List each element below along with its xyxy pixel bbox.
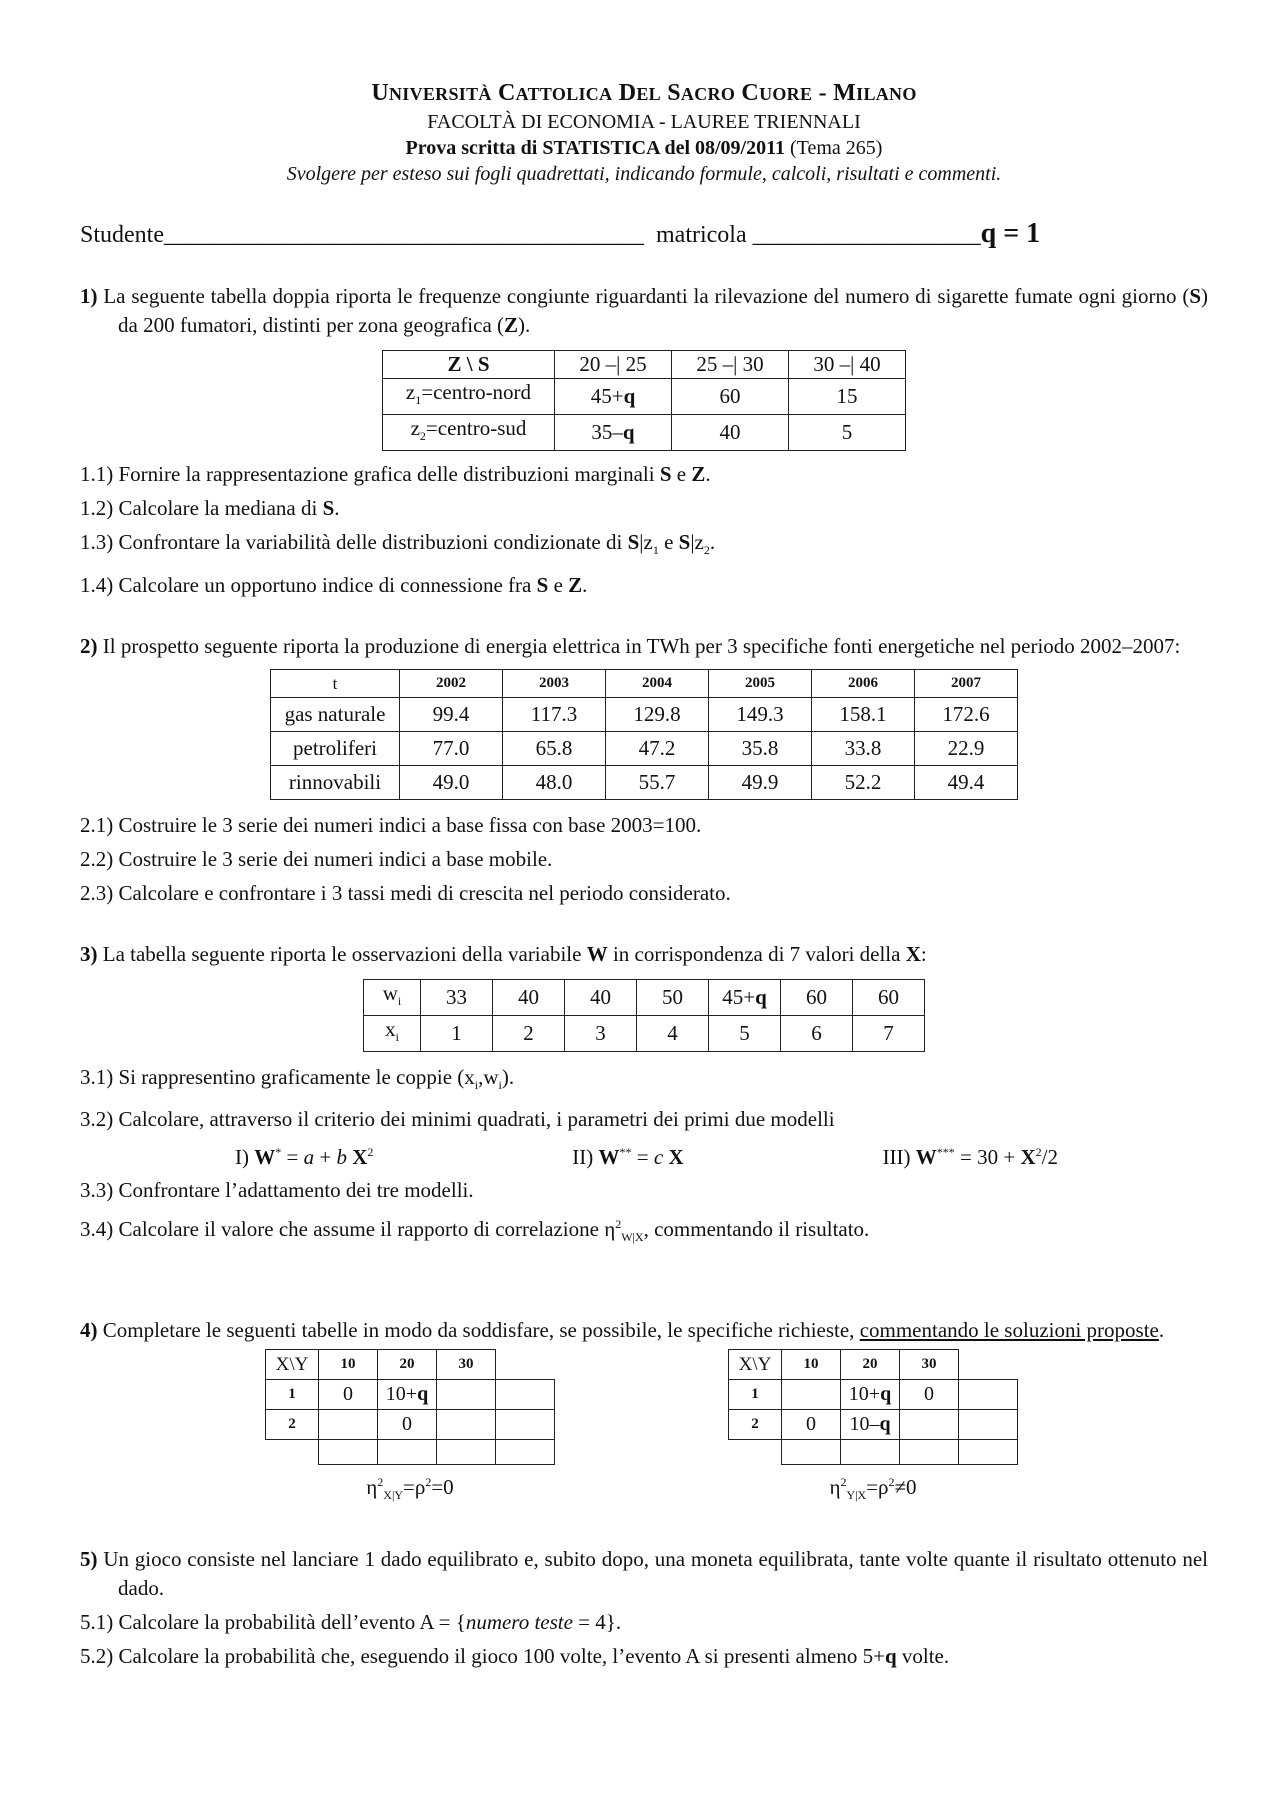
row-label: $x_i$ bbox=[364, 1015, 421, 1051]
blank bbox=[729, 1440, 782, 1465]
model-1: I) W* = a + b $X^2$ bbox=[235, 1145, 374, 1170]
table-row bbox=[729, 1380, 1018, 1410]
ex1-corner: Z \ S bbox=[383, 351, 555, 379]
year-header: 2006 bbox=[812, 669, 915, 697]
ex4-caption-2: $\eta^2_{Y|X}=\rho^2\ne 0$ bbox=[829, 1475, 917, 1503]
cell[interactable] bbox=[959, 1440, 1018, 1465]
exercise-4 bbox=[80, 1316, 1208, 1508]
cell[interactable]: 10–q bbox=[841, 1410, 900, 1440]
cell: 172.6 bbox=[915, 697, 1018, 731]
exercise-2 bbox=[80, 632, 1208, 910]
q-value: q = 1 bbox=[980, 218, 1041, 249]
ex3-intro: 3) La tabella seguente riporta le osservazioni della variabile W in corrispondenza di 7 valori della X: bbox=[80, 941, 927, 966]
corner: X\Y bbox=[266, 1350, 319, 1380]
ex5-intro: 5) Un gioco consiste nel lanciare 1 dado equilibrato e, subito dopo, una moneta equilibrata, tante volte quante il risultato ottenuto nel dado. bbox=[80, 1546, 1208, 1600]
ex1-q2: 1.2) Calcolare la mediana di S. bbox=[80, 496, 340, 521]
cell[interactable]: 10+q bbox=[378, 1380, 437, 1410]
cell: 158.1 bbox=[812, 697, 915, 731]
ex1-q1: 1.1) Fornire la rappresentazione grafica delle distribuzioni marginali S e Z. bbox=[80, 462, 711, 487]
col-header: 30 bbox=[437, 1350, 496, 1380]
cell[interactable]: 0 bbox=[782, 1410, 841, 1440]
cell: 45+q bbox=[709, 979, 781, 1015]
row-label: $w_i$ bbox=[364, 979, 421, 1015]
blank bbox=[959, 1350, 1018, 1380]
exam-title: Prova scritta di STATISTICA del 08/09/2011 (Tema 265) bbox=[405, 137, 883, 159]
row-label: $z_2=centro$-sud bbox=[383, 415, 555, 451]
table-row bbox=[271, 697, 1018, 731]
row-label: 1 bbox=[266, 1380, 319, 1410]
ex3-q2: 3.2) Calcolare, attraverso il criterio dei minimi quadrati, i parametri dei primi due modelli bbox=[80, 1107, 835, 1132]
cell[interactable]: 10+q bbox=[841, 1380, 900, 1410]
col-header: 20 bbox=[841, 1350, 900, 1380]
cell[interactable] bbox=[782, 1440, 841, 1465]
table-row bbox=[383, 379, 906, 415]
cell: 45+q bbox=[555, 379, 672, 415]
exercise-3 bbox=[80, 940, 1208, 1255]
cell: 1 bbox=[421, 1015, 493, 1051]
ex5-q1: 5.1) Calcolare la probabilità dell’evento A = {numero teste = 4}. bbox=[80, 1609, 622, 1634]
studente-label: Studente bbox=[80, 222, 164, 248]
exam-page bbox=[80, 78, 1208, 1673]
cell[interactable] bbox=[900, 1410, 959, 1440]
cell[interactable]: 0 bbox=[900, 1380, 959, 1410]
model-3: III) $W^{***} = 30 + X^2/2$ bbox=[882, 1145, 1058, 1170]
blank bbox=[496, 1350, 555, 1380]
cell: 7 bbox=[853, 1015, 925, 1051]
ex4-intro: 4) Completare le seguenti tabelle in modo da soddisfare, se possibile, le specifiche richieste, commentando le soluzioni proposte. bbox=[80, 1318, 1165, 1343]
table-row bbox=[729, 1440, 1018, 1465]
table-row bbox=[383, 415, 906, 451]
ex1-col: 20 –| 25 bbox=[555, 351, 672, 379]
cell[interactable] bbox=[841, 1440, 900, 1465]
ex3-q3: 3.3) Confrontare l’adattamento dei tre modelli. bbox=[80, 1178, 474, 1203]
cell[interactable] bbox=[319, 1440, 378, 1465]
cell: 77.0 bbox=[400, 731, 503, 765]
table-row bbox=[271, 765, 1018, 799]
cell: 33 bbox=[421, 979, 493, 1015]
exercise-5 bbox=[80, 1545, 1208, 1673]
ex3-table bbox=[363, 979, 925, 1052]
cell: 129.8 bbox=[606, 697, 709, 731]
cell[interactable] bbox=[496, 1440, 555, 1465]
col-header: 10 bbox=[319, 1350, 378, 1380]
faculty-title: FACOLTÀ DI ECONOMIA - LAUREE TRIENNALI bbox=[427, 111, 861, 133]
ex2-intro: 2) Il prospetto seguente riporta la produzione di energia elettrica in TWh per 3 specifiche fonti energetiche nel periodo 2002–2007: bbox=[80, 633, 1181, 658]
ex1-table bbox=[382, 350, 906, 451]
cell: 6 bbox=[781, 1015, 853, 1051]
cell: 65.8 bbox=[503, 731, 606, 765]
cell: 4 bbox=[637, 1015, 709, 1051]
cell: 60 bbox=[781, 979, 853, 1015]
cell: 60 bbox=[672, 379, 789, 415]
row-label: 2 bbox=[729, 1410, 782, 1440]
row-label: 2 bbox=[266, 1410, 319, 1440]
cell: 22.9 bbox=[915, 731, 1018, 765]
col-header: 20 bbox=[378, 1350, 437, 1380]
cell: 49.9 bbox=[709, 765, 812, 799]
ex4-tables bbox=[80, 1349, 1208, 1508]
cell: 5 bbox=[789, 415, 906, 451]
ex1-col: 25 –| 30 bbox=[672, 351, 789, 379]
cell: 3 bbox=[565, 1015, 637, 1051]
blank bbox=[266, 1440, 319, 1465]
cell: 50 bbox=[637, 979, 709, 1015]
ex5-q2: 5.2) Calcolare la probabilità che, eseguendo il gioco 100 volte, l’evento A si presenti almeno 5+q volte. bbox=[80, 1643, 950, 1668]
cell[interactable] bbox=[496, 1410, 555, 1440]
ex1-intro: 1) La seguente tabella doppia riporta le frequenze congiunte riguardanti la rilevazione del numero di sigarette fumate ogni giorno (S) da 200 fumatori, distinti per zona geografica (Z). bbox=[80, 284, 1209, 337]
cell: 149.3 bbox=[709, 697, 812, 731]
year-header: 2003 bbox=[503, 669, 606, 697]
cell: 5 bbox=[709, 1015, 781, 1051]
cell: 15 bbox=[789, 379, 906, 415]
exercise-1 bbox=[80, 282, 1208, 602]
matricola-label: matricola bbox=[656, 222, 747, 248]
col-header: 30 bbox=[900, 1350, 959, 1380]
table-row bbox=[266, 1440, 555, 1465]
corner: X\Y bbox=[729, 1350, 782, 1380]
cell: 49.4 bbox=[915, 765, 1018, 799]
cell[interactable] bbox=[959, 1380, 1018, 1410]
table-row bbox=[271, 731, 1018, 765]
cell[interactable] bbox=[496, 1380, 555, 1410]
cell[interactable] bbox=[437, 1410, 496, 1440]
ex2-corner: t bbox=[271, 669, 400, 697]
cell: 117.3 bbox=[503, 697, 606, 731]
studente-field[interactable]: ________________________________________ bbox=[164, 222, 644, 248]
cell: 40 bbox=[672, 415, 789, 451]
table-row bbox=[266, 1410, 555, 1440]
ex1-q3: 1.3) Confrontare la variabilità delle distribuzioni condizionate di $S|z_1$ e $S|z_2$. bbox=[80, 530, 716, 558]
cell: 35–q bbox=[555, 415, 672, 451]
ex4-caption-1: $\eta^2_{X|Y}=\rho^2=0$ bbox=[366, 1475, 454, 1503]
row-label: 1 bbox=[729, 1380, 782, 1410]
cell[interactable] bbox=[959, 1410, 1018, 1440]
table-row bbox=[729, 1410, 1018, 1440]
ex3-q4: 3.4) Calcolare il valore che assume il rapporto di correlazione $\eta^2_{W|X}$, commentando il risultato. bbox=[80, 1217, 870, 1245]
model-2: II) W** = c X bbox=[572, 1145, 684, 1170]
row-label: $z_1=centro$-nord bbox=[383, 379, 555, 415]
cell: 52.2 bbox=[812, 765, 915, 799]
table-row bbox=[364, 1015, 925, 1051]
ex3-models bbox=[80, 1136, 1208, 1173]
cell[interactable]: 0 bbox=[378, 1410, 437, 1440]
cell[interactable] bbox=[319, 1410, 378, 1440]
cell: 99.4 bbox=[400, 697, 503, 731]
year-header: 2002 bbox=[400, 669, 503, 697]
cell: 49.0 bbox=[400, 765, 503, 799]
row-label: rinnovabili bbox=[271, 765, 400, 799]
cell: 35.8 bbox=[709, 731, 812, 765]
ex3-q1: 3.1) Si rappresentino graficamente le coppie $(x_i,w_i)$. bbox=[80, 1064, 515, 1093]
cell: 33.8 bbox=[812, 731, 915, 765]
ex1-q4: 1.4) Calcolare un opportuno indice di connessione fra S e Z. bbox=[80, 572, 588, 597]
student-line bbox=[80, 217, 1208, 252]
instructions: Svolgere per esteso sui fogli quadrettati, indicando formule, calcoli, risultati e commenti. bbox=[286, 163, 1002, 185]
university-title: UNIVERSITÀ CATTOLICA DEL SACRO CUORE - MILANO bbox=[371, 80, 917, 106]
cell: 48.0 bbox=[503, 765, 606, 799]
cell: 55.7 bbox=[606, 765, 709, 799]
ex2-q2: 2.2) Costruire le 3 serie dei numeri indici a base mobile. bbox=[80, 846, 553, 871]
year-header: 2005 bbox=[709, 669, 812, 697]
cell[interactable] bbox=[437, 1440, 496, 1465]
ex4-table-1 bbox=[265, 1349, 555, 1465]
row-label: petroliferi bbox=[271, 731, 400, 765]
cell: 60 bbox=[853, 979, 925, 1015]
ex2-q3: 2.3) Calcolare e confrontare i 3 tassi medi di crescita nel periodo considerato. bbox=[80, 880, 731, 905]
year-header: 2007 bbox=[915, 669, 1018, 697]
table-row bbox=[364, 979, 925, 1015]
ex4-table-2-wrap bbox=[728, 1349, 1018, 1508]
cell: 2 bbox=[493, 1015, 565, 1051]
cell[interactable] bbox=[900, 1440, 959, 1465]
cell[interactable] bbox=[378, 1440, 437, 1465]
cell[interactable] bbox=[782, 1380, 841, 1410]
cell[interactable]: 0 bbox=[319, 1380, 378, 1410]
cell[interactable] bbox=[437, 1380, 496, 1410]
year-header: 2004 bbox=[606, 669, 709, 697]
cell: 47.2 bbox=[606, 731, 709, 765]
cell: 40 bbox=[565, 979, 637, 1015]
ex2-table bbox=[270, 669, 1018, 800]
ex4-table-2 bbox=[728, 1349, 1018, 1465]
table-row bbox=[266, 1380, 555, 1410]
col-header: 10 bbox=[782, 1350, 841, 1380]
matricola-field[interactable]: ___________________ bbox=[752, 222, 981, 248]
cell: 40 bbox=[493, 979, 565, 1015]
ex2-q1: 2.1) Costruire le 3 serie dei numeri indici a base fissa con base 2003=100. bbox=[80, 812, 702, 837]
ex4-table-1-wrap bbox=[265, 1349, 555, 1508]
row-label: gas naturale bbox=[271, 697, 400, 731]
ex1-col: 30 –| 40 bbox=[789, 351, 906, 379]
